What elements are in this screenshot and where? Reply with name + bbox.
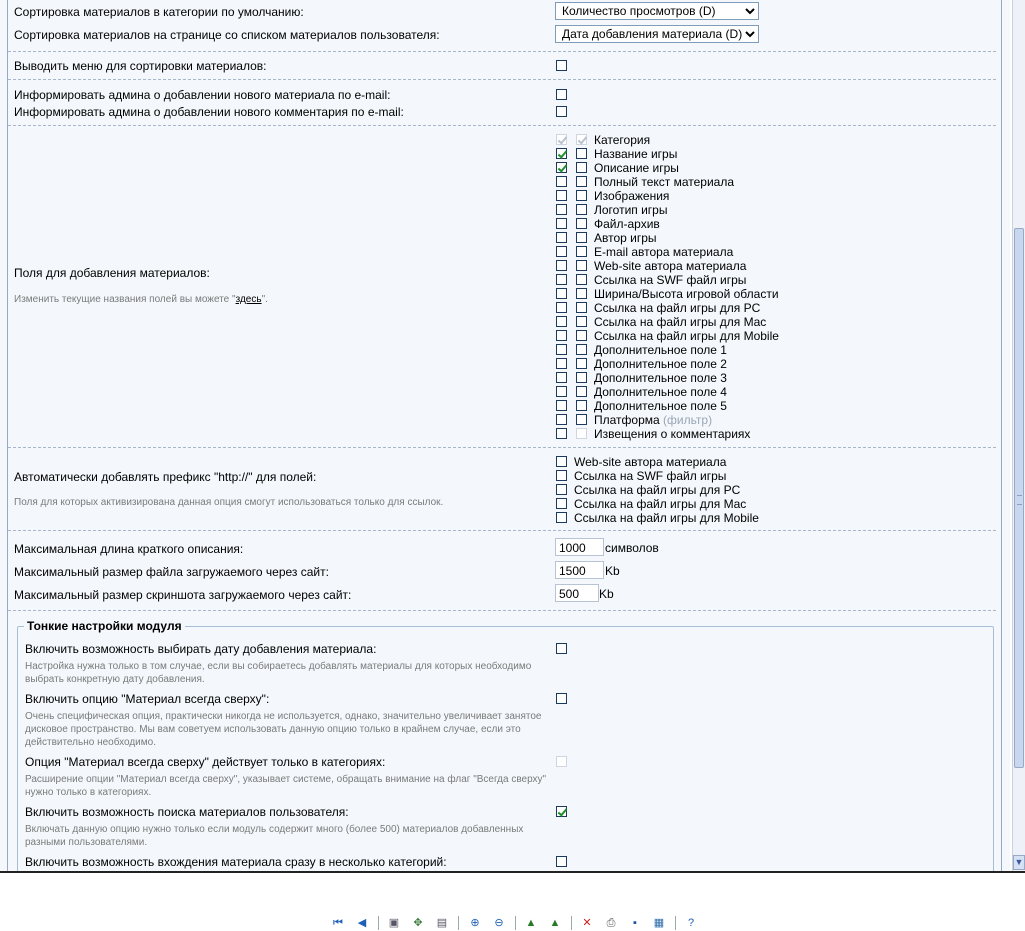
field-required-checkbox[interactable] bbox=[576, 330, 587, 341]
field-enable-checkbox[interactable] bbox=[556, 190, 567, 201]
prefix-checkbox[interactable] bbox=[556, 470, 567, 481]
field-required-checkbox[interactable] bbox=[576, 358, 587, 369]
prefix-checkbox[interactable] bbox=[556, 498, 567, 509]
field-required-checkbox[interactable] bbox=[576, 372, 587, 383]
fine-setting-description: Включать данную опцию нужно только если модуль содержит много (более 500) материалов добавленных разными пользователями. bbox=[25, 824, 524, 848]
help-icon[interactable]: ? bbox=[687, 917, 695, 929]
sort-user-select[interactable] bbox=[555, 25, 759, 43]
field-enable-checkbox bbox=[556, 134, 567, 145]
field-required-checkbox[interactable] bbox=[576, 260, 587, 271]
field-label: Дополнительное поле 1 bbox=[594, 343, 727, 357]
field-required-checkbox[interactable] bbox=[576, 274, 587, 285]
field-required-checkbox[interactable] bbox=[576, 204, 587, 215]
field-required-checkbox[interactable] bbox=[576, 414, 587, 425]
max-desc-label: Максимальная длина краткого описания: bbox=[14, 542, 244, 556]
field-enable-checkbox[interactable] bbox=[556, 414, 567, 425]
fit-page-icon[interactable]: ▣ bbox=[388, 917, 400, 929]
rotate-left-icon[interactable]: ▲ bbox=[525, 917, 537, 929]
max-shot-unit: Kb bbox=[599, 587, 614, 601]
fine-setting-checkbox[interactable] bbox=[556, 643, 567, 654]
print-icon[interactable]: ⎙ bbox=[606, 917, 616, 929]
field-label: E-mail автора материала bbox=[594, 245, 734, 259]
field-label: Дополнительное поле 5 bbox=[594, 399, 727, 413]
prefix-field-label: Web-site автора материала bbox=[574, 455, 727, 469]
rotate-right-icon[interactable]: ▲ bbox=[549, 917, 561, 929]
scrollbar-thumb[interactable] bbox=[1014, 228, 1024, 768]
fields-rename-link[interactable]: здесь bbox=[235, 294, 262, 305]
field-enable-checkbox[interactable] bbox=[556, 428, 567, 439]
field-label: Полный текст материала bbox=[594, 175, 734, 189]
max-file-unit: Kb bbox=[605, 564, 620, 578]
prefix-field-label: Ссылка на SWF файл игры bbox=[574, 469, 727, 483]
max-desc-input[interactable]: 1000 bbox=[555, 538, 604, 556]
field-required-checkbox[interactable] bbox=[576, 148, 587, 159]
sort-default-select[interactable] bbox=[555, 2, 759, 20]
prefix-checkbox[interactable] bbox=[556, 512, 567, 523]
field-label: Ссылка на файл игры для Mobile bbox=[594, 329, 779, 343]
field-enable-checkbox[interactable] bbox=[556, 204, 567, 215]
fine-setting-label: Включить возможность вхождения материала сразу в несколько категорий: bbox=[25, 855, 447, 869]
max-shot-input[interactable]: 500 bbox=[555, 584, 599, 602]
field-label: Название игры bbox=[594, 147, 678, 161]
fields-hint: Изменить текущие названия полей вы можете "здесь". bbox=[14, 294, 268, 305]
fine-setting-checkbox[interactable] bbox=[556, 693, 567, 704]
max-desc-unit: символов bbox=[605, 541, 659, 555]
prefix-checkbox[interactable] bbox=[556, 484, 567, 495]
field-enable-checkbox[interactable] bbox=[556, 218, 567, 229]
sort-user-label: Сортировка материалов на странице со списком материалов пользователя: bbox=[14, 28, 440, 42]
notify-material-label: Информировать админа о добавлении нового материала по e-mail: bbox=[14, 88, 391, 102]
field-enable-checkbox[interactable] bbox=[556, 232, 567, 243]
field-enable-checkbox[interactable] bbox=[556, 302, 567, 313]
sort-menu-checkbox[interactable] bbox=[556, 60, 567, 71]
divider bbox=[8, 610, 996, 611]
field-label: Категория bbox=[594, 133, 651, 147]
field-enable-checkbox[interactable] bbox=[556, 288, 567, 299]
fine-setting-label: Включить опцию "Материал всегда сверху": bbox=[25, 692, 270, 706]
field-label: Ширина/Высота игровой области bbox=[594, 287, 779, 301]
prefix-field-label: Ссылка на файл игры для Mac bbox=[574, 497, 747, 511]
divider bbox=[8, 530, 996, 531]
fine-setting-checkbox[interactable] bbox=[556, 856, 567, 867]
vertical-scrollbar[interactable] bbox=[1012, 0, 1025, 871]
sort-menu-label: Выводить меню для сортировки материалов: bbox=[14, 59, 267, 73]
toolbar-separator bbox=[378, 916, 379, 930]
field-enable-checkbox[interactable] bbox=[556, 358, 567, 369]
field-required-checkbox[interactable] bbox=[576, 400, 587, 411]
page-icon[interactable]: ▤ bbox=[436, 917, 448, 929]
field-required-checkbox[interactable] bbox=[576, 386, 587, 397]
field-label: Web-site автора материала bbox=[594, 259, 747, 273]
field-label: Дополнительное поле 3 bbox=[594, 371, 727, 385]
toolbar-separator bbox=[458, 916, 459, 930]
field-required-checkbox[interactable] bbox=[576, 246, 587, 257]
field-required-checkbox[interactable] bbox=[576, 344, 587, 355]
notify-comment-checkbox[interactable] bbox=[556, 106, 567, 117]
field-enable-checkbox[interactable] bbox=[556, 372, 567, 383]
field-label: Автор игры bbox=[594, 231, 657, 245]
field-enable-checkbox[interactable] bbox=[556, 400, 567, 411]
field-label: Платформа (фильтр) bbox=[594, 413, 713, 427]
divider bbox=[8, 51, 996, 52]
fine-setting-label: Включить возможность поиска материалов пользователя: bbox=[25, 805, 349, 819]
field-label: Логотип игры bbox=[594, 203, 668, 217]
prefix-hint: Поля для которых активизирована данная опция смогут использоваться только для ссылок. bbox=[14, 497, 444, 508]
toolbar-separator bbox=[675, 916, 676, 930]
notify-comment-label: Информировать админа о добавлении нового комментария по e-mail: bbox=[14, 105, 404, 119]
fine-setting-label: Включить возможность выбирать дату добавления материала: bbox=[25, 642, 377, 656]
fine-setting-checkbox bbox=[556, 756, 567, 767]
field-label: Ссылка на файл игры для Mac bbox=[594, 315, 767, 329]
field-label: Ссылка на файл игры для PC bbox=[594, 301, 761, 315]
toolbar-separator bbox=[571, 916, 572, 930]
field-label: Дополнительное поле 4 bbox=[594, 385, 727, 399]
max-file-input[interactable]: 1500 bbox=[555, 561, 604, 579]
fine-setting-label: Опция "Материал всегда сверху" действует только в категориях: bbox=[25, 755, 386, 769]
divider bbox=[8, 447, 996, 448]
field-label: Извещения о комментариях bbox=[594, 427, 751, 441]
fine-setting-description: Расширение опции "Материал всегда сверху", указывает системе, обращать внимание на флаг "Всегда сверху" нужно только в категориях. bbox=[25, 774, 547, 798]
max-shot-label: Максимальный размер скриншота загружаемого через сайт: bbox=[14, 588, 352, 602]
sort-default-label: Сортировка материалов в категории по умолчанию: bbox=[14, 5, 304, 19]
prefix-field-label: Ссылка на файл игры для PC bbox=[574, 483, 741, 497]
fine-setting-description: Настройка нужна только в том случае, если вы собираетесь добавлять материалы для которых необходимо выбрать конкретную дату добавления. bbox=[25, 661, 532, 685]
field-required-checkbox[interactable] bbox=[576, 190, 587, 201]
fine-setting-checkbox[interactable] bbox=[556, 806, 567, 817]
field-required-checkbox bbox=[576, 428, 587, 439]
prefix-label: Автоматически добавлять префикс "http://" для полей: bbox=[14, 470, 317, 484]
field-label: Файл-архив bbox=[594, 217, 660, 231]
first-page-icon[interactable]: ⏮ bbox=[333, 917, 343, 929]
scroll-down-arrow-icon[interactable]: ▼ bbox=[1013, 855, 1025, 870]
divider bbox=[8, 125, 996, 126]
max-file-label: Максимальный размер файла загружаемого через сайт: bbox=[14, 565, 329, 579]
field-required-checkbox[interactable] bbox=[576, 176, 587, 187]
field-enable-checkbox[interactable] bbox=[556, 148, 567, 159]
field-enable-checkbox[interactable] bbox=[556, 330, 567, 341]
field-required-checkbox[interactable] bbox=[576, 162, 587, 173]
zoom-in-icon[interactable]: ⊕ bbox=[470, 917, 480, 929]
field-label: Описание игры bbox=[594, 161, 679, 175]
field-enable-checkbox[interactable] bbox=[556, 246, 567, 257]
fine-settings-legend: Тонкие настройки модуля bbox=[24, 619, 185, 633]
divider bbox=[8, 79, 996, 80]
field-enable-checkbox[interactable] bbox=[556, 386, 567, 397]
fit-width-icon[interactable]: ✥ bbox=[413, 917, 423, 929]
toolbar-separator bbox=[515, 916, 516, 930]
field-note: (фильтр) bbox=[663, 413, 713, 427]
prev-page-icon[interactable]: ◀ bbox=[357, 917, 367, 929]
field-required-checkbox[interactable] bbox=[576, 288, 587, 299]
field-enable-checkbox[interactable] bbox=[556, 260, 567, 271]
field-required-checkbox[interactable] bbox=[576, 232, 587, 243]
notify-material-checkbox[interactable] bbox=[556, 89, 567, 100]
field-required-checkbox bbox=[576, 134, 587, 145]
field-label: Ссылка на SWF файл игры bbox=[594, 273, 747, 287]
viewer-toolbar bbox=[0, 871, 1025, 929]
field-label: Дополнительное поле 2 bbox=[594, 357, 727, 371]
field-required-checkbox[interactable] bbox=[576, 218, 587, 229]
fields-label: Поля для добавления материалов: bbox=[14, 266, 210, 280]
field-label: Изображения bbox=[594, 189, 670, 203]
field-enable-checkbox[interactable] bbox=[556, 316, 567, 327]
field-enable-checkbox[interactable] bbox=[556, 162, 567, 173]
scrollbar-grip-icon bbox=[1017, 495, 1022, 505]
export-icon[interactable]: ▦ bbox=[653, 917, 665, 929]
field-required-checkbox[interactable] bbox=[576, 302, 587, 313]
field-enable-checkbox[interactable] bbox=[556, 344, 567, 355]
save-icon[interactable]: ▪ bbox=[633, 917, 637, 929]
field-enable-checkbox[interactable] bbox=[556, 176, 567, 187]
close-icon[interactable]: ✕ bbox=[582, 917, 592, 929]
fine-setting-description: Очень специфическая опция, практически никогда не используется, однако, значительно увеличивает занятое дисковое пространство. Мы вам советуем использовать данную опцию только в крайнем случае, если это действительно необходимо. bbox=[25, 711, 542, 748]
field-enable-checkbox[interactable] bbox=[556, 274, 567, 285]
prefix-field-label: Ссылка на файл игры для Mobile bbox=[574, 511, 759, 525]
field-required-checkbox[interactable] bbox=[576, 316, 587, 327]
prefix-checkbox[interactable] bbox=[556, 456, 567, 467]
zoom-out-icon[interactable]: ⊖ bbox=[494, 917, 504, 929]
